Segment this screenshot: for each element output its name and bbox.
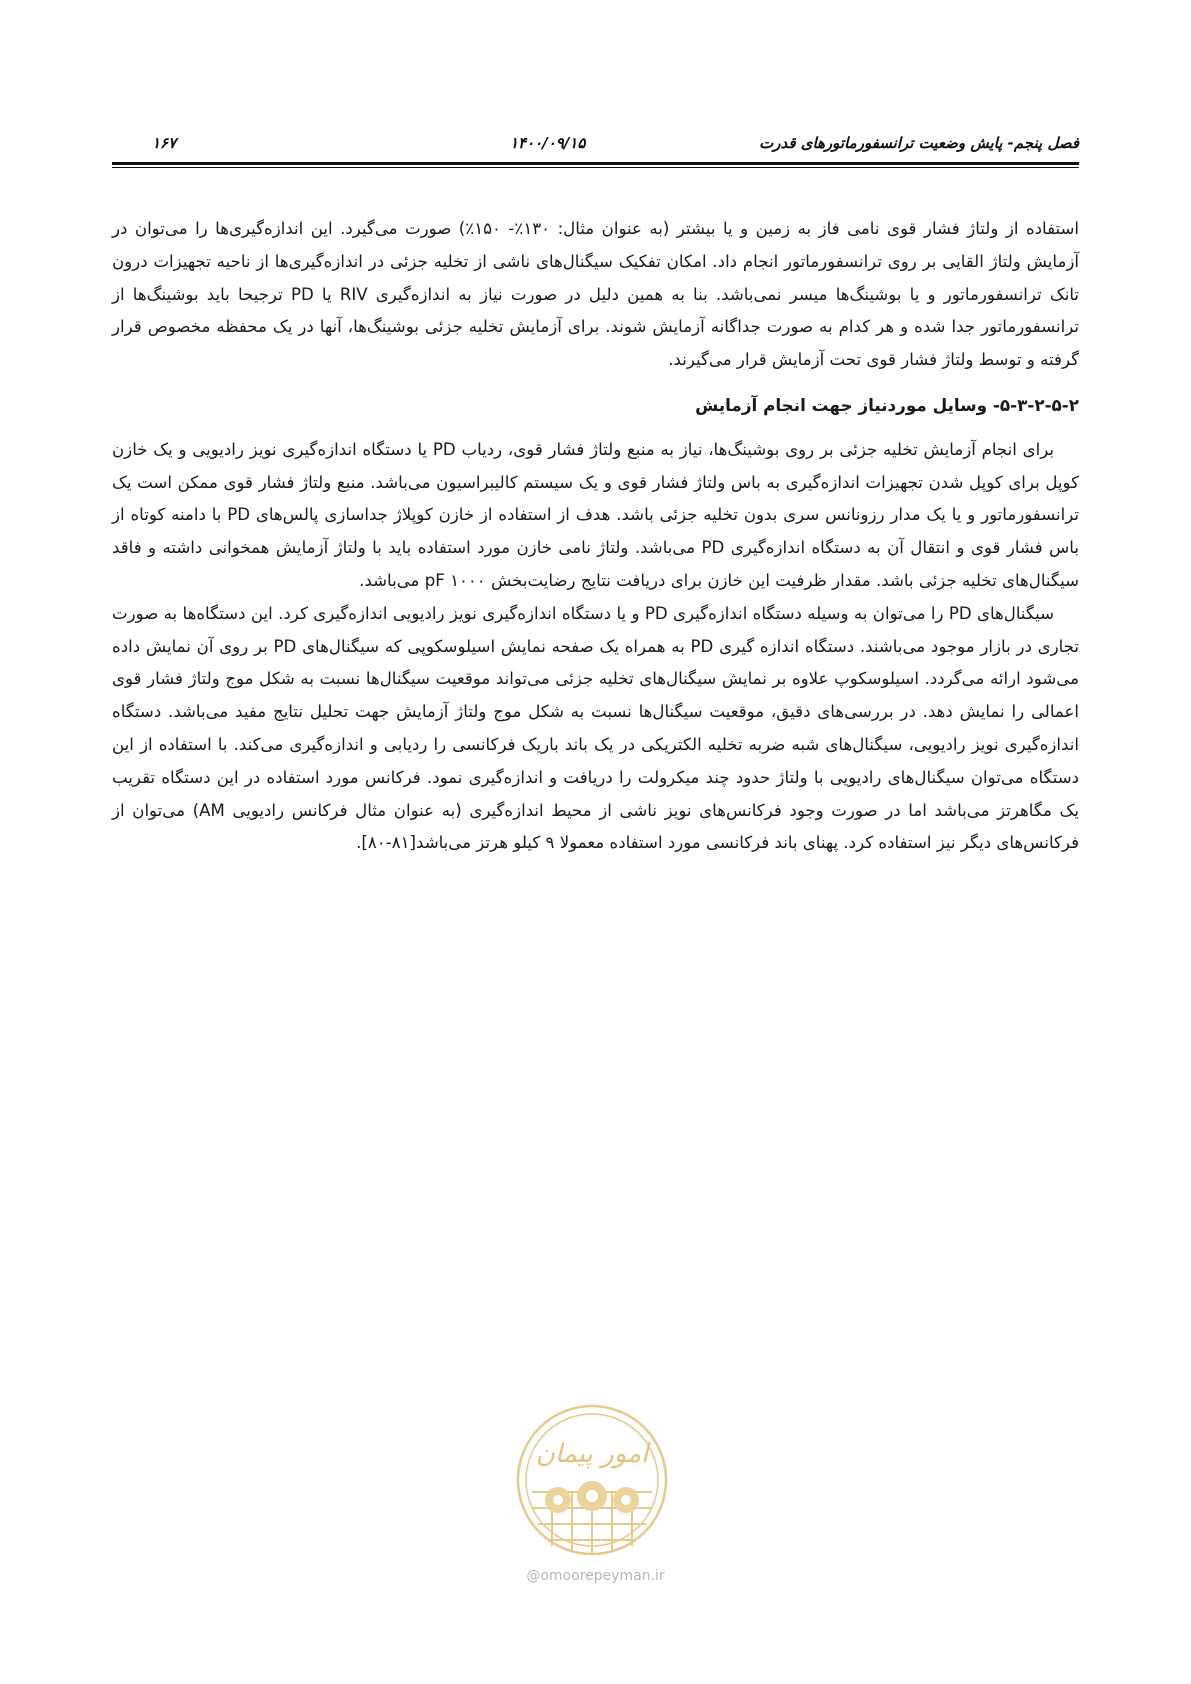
body-text (112, 213, 1079, 860)
logo-calligraphy: امور پیمان (535, 1439, 649, 1469)
section-heading: ۵-۳-۲-۵-۲- وسایل موردنیاز جهت انجام آزمایش (695, 394, 1079, 415)
chapter-title: فصل پنجم- پایش وضعیت ترانسفورماتورهای قدرت (759, 134, 1079, 152)
publisher-logo (510, 1400, 674, 1560)
paragraph-2: برای انجام آزمایش تخلیه جزئی بر روی بوشینگ‌ها، نیاز به منبع ولتاژ فشار قوی، ردیاب PD یا دستگاه اندازه‌گیری نویز رادیویی و یک خازن کوپل برای کوپل شدن تجهیزات اندازه‌گیری به باس ولتاژ فشار قوی و یک سیستم کالیبراسیون می‌باشد. منبع ولتاژ فشار قوی ممکن است یک ترانسفورماتور و یا یک مدار رزونانس سری بدون تخلیه جزئی باشد. هدف از استفاده از خازن کوپلاژ جداسازی پالس‌های PD با دامنه کوتاه از باس فشار قوی و انتقال آن به دستگاه اندازه‌گیری PD می‌باشد. ولتاژ نامی خازن مورد استفاده باید با ولتاژ آزمایش همخوانی داشته و فاقد سیگنال‌های تخلیه جزئی باشد. مقدار ظرفیت این خازن برای دریافت نتایج رضایت‌بخش ۱۰۰۰ pF می‌باشد. (112, 439, 1080, 590)
running-header (112, 128, 1079, 158)
header-rule-thin (112, 167, 1079, 168)
header-date: ۱۴۰۰/۰۹/۱۵ (510, 134, 586, 152)
page-number: ۱۶۷ (152, 134, 177, 152)
paragraph-1: استفاده از ولتاژ فشار قوی نامی فاز به زمین و یا بیشتر (به عنوان مثال: ۱۳۰٪- ۱۵۰٪) صورت می‌گیرد. این اندازه‌گیری‌ها را می‌توان در آزمایش ولتاژ القایی بر روی ترانسفورماتور انجام داد. امکان تفکیک سیگنال‌های ناشی از تخلیه جزئی در اندازه‌گیری‌ها از ناحیه تجهیزات درون تانک ترانسفورماتور و یا بوشینگ‌ها میسر نمی‌باشد. بنا به همین دلیل در صورت نیاز به اندازه‌گیری RIV یا PD ترجیحا باید بوشینگ‌ها از ترانسفورماتور جدا شده و هر کدام به صورت جداگانه آزمایش شوند. برای آزمایش تخلیه جزئی بوشینگ‌ها، آنها در یک محفظه مخصوص قرار گرفته و توسط ولتاژ فشار قوی تحت آزمایش قرار می‌گیرند. (112, 219, 1079, 370)
watermark-url: @omoorepeyman.ir (526, 1568, 665, 1584)
header-rule-thick (112, 162, 1079, 165)
paragraph-3: سیگنال‌های PD را می‌توان به وسیله دستگاه اندازه‌گیری PD و یا دستگاه اندازه‌گیری نویز رادیویی اندازه‌گیری کرد. این دستگاه‌ها به صورت تجاری در بازار موجود می‌باشند. دستگاه اندازه گیری PD به همراه یک صفحه نمایش اسیلوسکوپی که سیگنال‌های PD بر روی آن نمایش داده می‌شود ارائه می‌گردد. اسیلوسکوپ علاوه بر نمایش سیگنال‌های تخلیه جزئی می‌تواند موقعیت سیگنال‌ها نسبت به شکل موج ولتاژ فشار قوی اعمالی را نمایش دهد. در بررسی‌های دقیق، موقعیت سیگنال‌ها نسبت به شکل موج ولتاژ آزمایش جهت تحلیل نتایج مفید می‌باشد. دستگاه اندازه‌گیری نویز رادیویی، سیگنال‌های شبه ضربه تخلیه الکتریکی در یک باند باریک فرکانسی را ردیابی و اندازه‌گیری می‌کند. با استفاده از این دستگاه می‌توان سیگنال‌های رادیویی با ولتاژ حدود چند میکرولت را دریافت و اندازه‌گیری نمود. فرکانس مورد استفاده در این دستگاه تقریب یک مگاهرتز می‌باشد اما در صورت وجود فرکانس‌های نویز ناشی از محیط اندازه‌گیری (به عنوان مثال فرکانس رادیویی AM) می‌توان از فرکانس‌های دیگر نیز استفاده کرد. پهنای باند فرکانسی مورد استفاده معمولا ۹ کیلو هرتز می‌باشد[۸۱-۸۰]. (112, 603, 1080, 853)
